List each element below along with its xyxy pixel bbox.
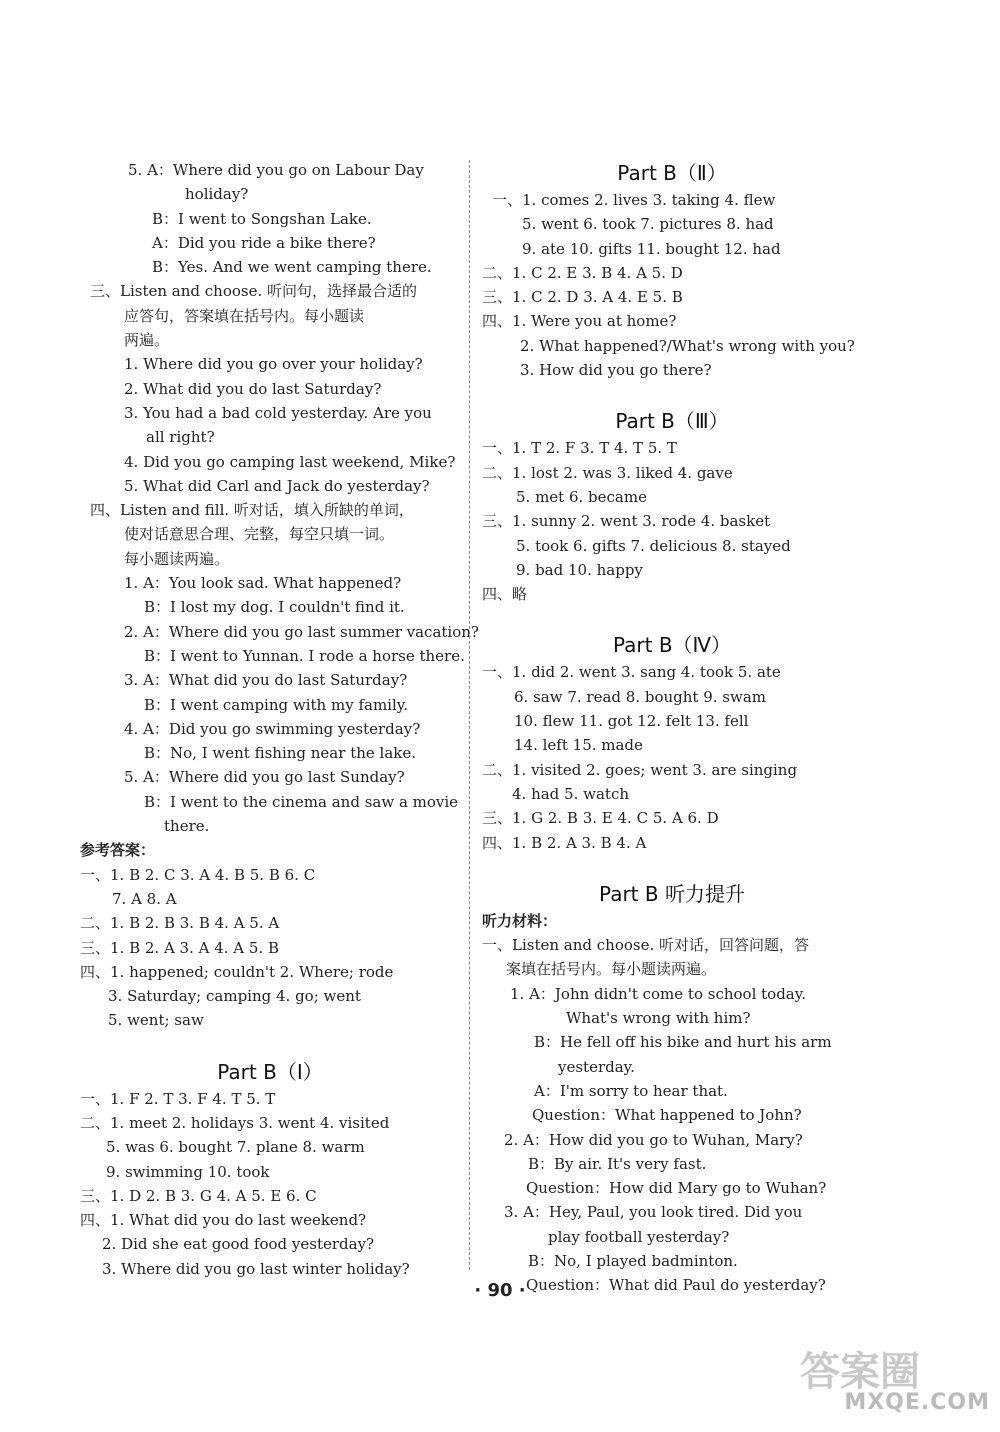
text-line: 3. A：What did you do last Saturday? [124,671,408,690]
text-line: B：No, I played badminton. [528,1251,738,1270]
text-line: 1. A：John didn't come to school today. [510,984,806,1003]
text-line: 2. A：How did you go to Wuhan, Mary? [504,1130,803,1149]
subsection-label: 参考答案： [80,841,156,860]
text-line: 5. What did Carl and Jack do yesterday? [124,476,430,495]
text-line: 二、1. B 2. B 3. B 4. A 5. A [80,914,280,933]
text-line: 5. took 6. gifts 7. delicious 8. stayed [516,536,791,555]
text-line: 一、1. T 2. F 3. T 4. T 5. T [482,439,677,458]
text-line: 三、1. D 2. B 3. G 4. A 5. E 6. C [80,1186,317,1205]
text-line: 4. Did you go camping last weekend, Mike? [124,452,456,471]
text-line: 5. A：Where did you go last Sunday? [124,768,405,787]
section-heading: Part B（Ⅰ） [217,1059,323,1084]
subsection-label: 听力材料： [482,911,558,930]
text-line: B：I lost my dog. I couldn't find it. [144,598,405,617]
text-line: 5. met 6. became [516,487,647,506]
text-line: 二、1. meet 2. holidays 3. went 4. visited [80,1113,390,1132]
text-line: Question：What happened to John? [532,1106,802,1125]
text-line: 2. Did she eat good food yesterday? [102,1235,375,1254]
text-line: 二、1. visited 2. goes; went 3. are singing [482,760,798,779]
text-line: 9. swimming 10. took [106,1162,270,1181]
text-line: 四、1. B 2. A 3. B 4. A [482,833,647,852]
text-line: 5. A：Where did you go on Labour Day [128,161,424,179]
text-line: A：Did you ride a bike there? [152,233,376,252]
text-line: 4. had 5. watch [512,784,630,803]
text-line: 使对话意思合理、完整，每空只填一词。 [124,525,395,544]
text-line: 14. left 15. made [514,736,643,755]
text-line: 5. went 6. took 7. pictures 8. had [522,215,774,234]
text-line: 3. Where did you go last winter holiday? [102,1259,410,1278]
text-line: B：I went to the cinema and saw a movie [144,792,459,811]
text-line: 3. You had a bad cold yesterday. Are you [124,403,432,422]
text-line: 一、1. did 2. went 3. sang 4. took 5. ate [482,663,781,682]
spacer [482,382,862,406]
text-line: B：I went to Yunnan. I rode a horse there. [144,646,465,665]
text-line: B：I went camping with my family. [144,695,409,714]
text-line: all right? [146,428,215,447]
watermark-logo: 答案圈 [800,1349,920,1395]
text-line: 1. Where did you go over your holiday? [124,355,423,374]
text-line: 四、1. What did you do last weekend? [80,1211,367,1230]
text-line: B：He fell off his bike and hurt his arm [534,1033,832,1052]
text-line: play football yesterday? [548,1227,730,1246]
text-line: 3. How did you go there? [520,361,712,380]
spacer [482,606,862,630]
text-line: 三、1. C 2. D 3. A 4. E 5. B [482,288,683,307]
section-heading: Part B（Ⅱ） [617,161,727,185]
section-heading: Part B（Ⅲ） [615,409,729,434]
text-line: A：I'm sorry to hear that. [534,1081,728,1100]
section-heading: Part B（Ⅳ） [612,633,732,658]
text-line: there. [164,817,210,836]
left-column [80,158,479,1281]
text-line: 一、1. comes 2. lives 3. taking 4. flew [492,191,776,209]
text-line: 四、1. happened; couldn't 2. Where; rode [80,962,394,981]
text-line: 10. flew 11. got 12. felt 13. fell [514,712,749,731]
text-line: 二、1. C 2. E 3. B 4. A 5. D [482,263,683,282]
text-line: B：I went to Songshan Lake. [152,209,372,228]
text-line: 4. A：Did you go swimming yesterday? [124,719,421,738]
text-line: 3. A：Hey, Paul, you look tired. Did you [504,1203,803,1222]
text-line: 两遍。 [124,331,170,350]
text-line: What's wrong with him? [566,1009,751,1028]
text-line: 9. ate 10. gifts 11. bought 12. had [522,239,781,258]
text-line: 三、1. G 2. B 3. E 4. C 5. A 6. D [482,809,719,828]
text-line: B：No, I went fishing near the lake. [144,744,416,763]
text-line: 一、1. B 2. C 3. A 4. B 5. B 6. C [80,865,316,884]
text-line: 1. A：You look sad. What happened? [124,574,402,593]
text-line: 应答句，答案填在括号内。每小题读 [124,306,365,325]
text-line: B：Yes. And we went camping there. [152,258,432,277]
text-line: 2. What did you do last Saturday? [124,379,382,398]
text-line: 四、1. Were you at home? [482,312,677,331]
text-line: 三、1. B 2. A 3. A 4. A 5. B [80,938,280,957]
text-line: Question：What did Paul do yesterday? [526,1276,826,1295]
text-line: 5. went; saw [108,1011,204,1030]
text-line: 6. saw 7. read 8. bought 9. swam [514,687,766,706]
text-line: 案填在括号内。每小题读两遍。 [506,960,717,979]
text-line: Question：How did Mary go to Wuhan? [526,1179,827,1198]
text-line: 一、1. F 2. T 3. F 4. T 5. T [80,1089,276,1108]
text-line: 2. A：Where did you go last summer vacation? [124,622,479,641]
spacer [80,1033,460,1057]
text-line: 5. was 6. bought 7. plane 8. warm [106,1138,365,1157]
text-line: 四、Listen and fill. 听对话，填入所缺的单词， [90,501,414,520]
text-line: 2. What happened?/What's wrong with you? [520,336,855,355]
text-line: holiday? [185,185,249,204]
right-column [482,158,862,1298]
text-line: 二、1. lost 2. was 3. liked 4. gave [482,463,733,482]
text-line: 7. A 8. A [112,889,177,908]
column-divider [469,160,470,1270]
text-line: 3. Saturday; camping 4. go; went [108,987,361,1006]
spacer [482,855,862,879]
text-line: 一、Listen and choose. 听对话，回答问题，答 [482,936,809,955]
page-number: · 90 · [474,1280,526,1301]
text-line: B：By air. It's very fast. [528,1154,707,1173]
text-line: 三、Listen and choose. 听问句，选择最合适的 [90,282,417,301]
text-line: 三、1. sunny 2. went 3. rode 4. basket [482,512,771,531]
text-line: 每小题读两遍。 [124,549,230,568]
text-line: yesterday. [558,1057,635,1076]
section-heading: Part B 听力提升 [599,881,745,906]
text-line: 四、略 [482,585,528,604]
watermark [780,1340,990,1428]
watermark-text: MXQE.COM [844,1390,990,1415]
text-line: 9. bad 10. happy [516,560,643,579]
